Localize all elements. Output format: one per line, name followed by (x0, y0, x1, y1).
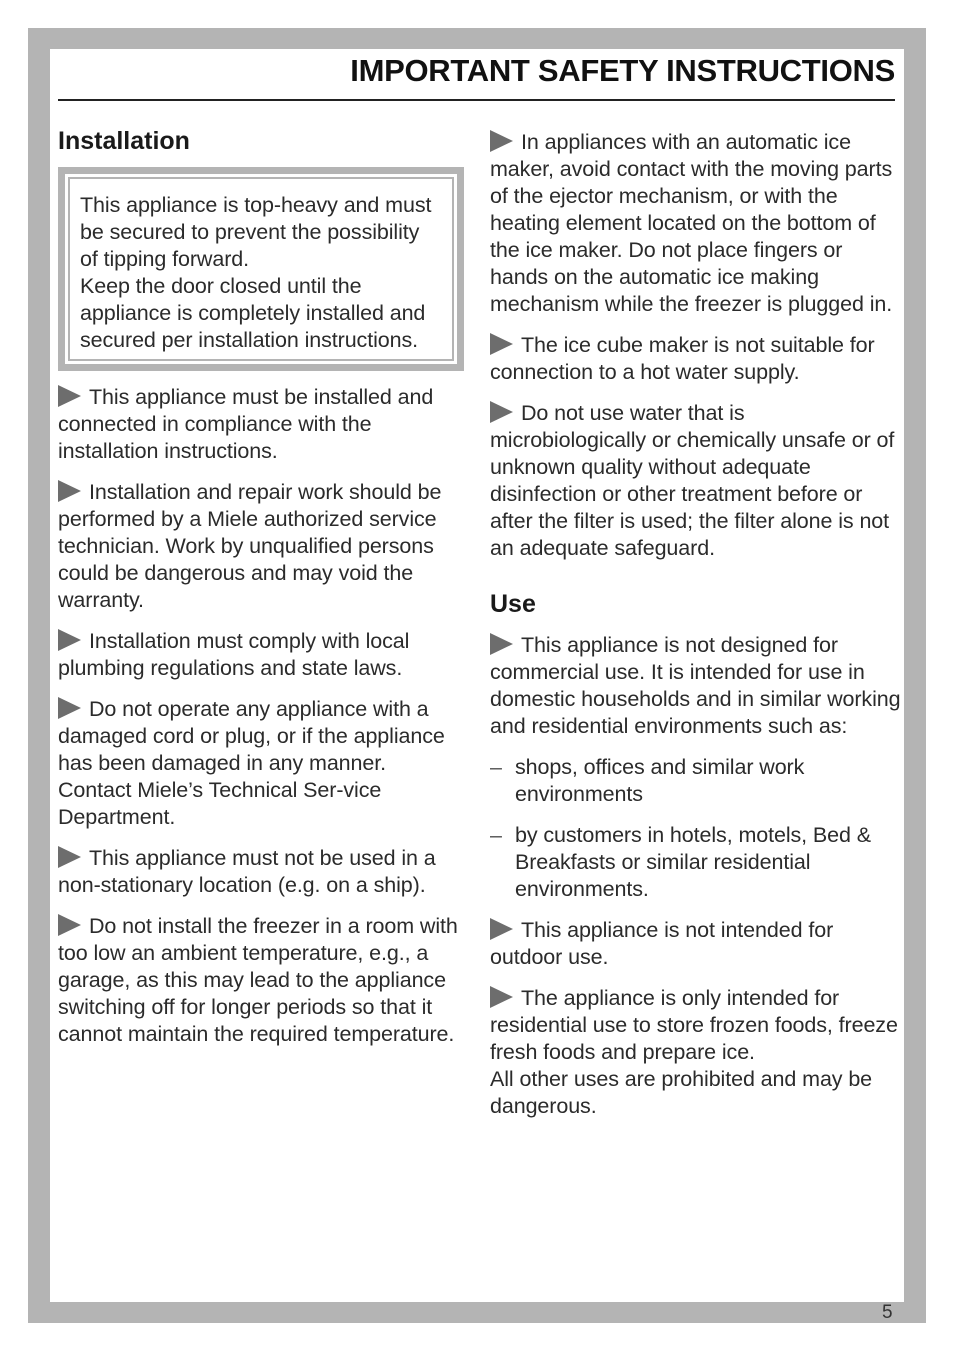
safety-item: This appliance must not be used in a non-stationary location (e.g. on a ship). (58, 846, 436, 897)
safety-item: Do not use water that is microbiologically or chemically unsafe or of unknown quality without adequate disinfection or other treatment before or after the filter is used; the filter alone is not an adequate safeguard. (490, 401, 895, 560)
warning-text: This appliance is top-heavy and must be secured to prevent the possibility of tipping forward. (80, 193, 432, 271)
closing-text: All other uses are prohibited and may be dangerous. (490, 1067, 873, 1118)
right-column (490, 129, 902, 1120)
left-column (58, 125, 463, 1048)
installation-items (58, 384, 463, 1048)
safety-item: This appliance is not intended for outdoor use. (490, 918, 834, 969)
safety-item: Do not operate any appliance with a damaged cord or plug, or if the appliance has been damaged in any manner. Contact Miele’s Technical Ser-vice Department. (58, 697, 445, 829)
list-item: – shops, offices and similar work environments (490, 755, 805, 806)
triangle-arrow-icon (58, 385, 81, 407)
dash-bullet: – (490, 823, 502, 847)
safety-item: This appliance must be installed and connected in compliance with the installation instructions. (58, 385, 434, 463)
page-number: 5 (882, 1302, 893, 1323)
triangle-arrow-icon (490, 986, 513, 1008)
triangle-arrow-icon (58, 846, 81, 868)
triangle-arrow-icon (58, 697, 81, 719)
triangle-arrow-icon (58, 629, 81, 651)
triangle-arrow-icon (490, 633, 513, 655)
safety-item: This appliance is not designed for commercial use. It is intended for use in domestic households and in similar working and residential environments such as: (490, 633, 901, 738)
safety-item: The appliance is only intended for residential use to store frozen foods, freeze fresh foods and prepare ice. (490, 986, 898, 1064)
warning-box (58, 167, 464, 371)
dash-bullet: – (490, 755, 502, 779)
page-header (58, 52, 895, 101)
warning-text: Keep the door closed until the appliance is completely installed and secured per installation instructions. (80, 274, 426, 352)
safety-item: The ice cube maker is not suitable for connection to a hot water supply. (490, 333, 875, 384)
triangle-arrow-icon (58, 480, 81, 502)
safety-item: Do not install the freezer in a room with too low an ambient temperature, e.g., a garage, as this may lead to the appliance switching off for longer periods so that it cannot maintain the required temperature. (58, 914, 458, 1046)
safety-item: Installation and repair work should be performed by a Miele authorized service technician. Work by unqualified persons could be dangerous and may void the warranty. (58, 480, 442, 612)
triangle-arrow-icon (58, 914, 81, 936)
section-heading-installation: Installation (58, 127, 190, 155)
page-title: IMPORTANT SAFETY INSTRUCTIONS (350, 53, 895, 88)
installation-items-continued (490, 129, 902, 562)
safety-item: Installation must comply with local plumbing regulations and state laws. (58, 629, 410, 680)
triangle-arrow-icon (490, 333, 513, 355)
section-heading-use: Use (490, 590, 536, 618)
triangle-arrow-icon (490, 918, 513, 940)
triangle-arrow-icon (490, 130, 513, 152)
triangle-arrow-icon (490, 401, 513, 423)
safety-item: In appliances with an automatic ice maker, avoid contact with the moving parts of the ejector mechanism, or with the heating element located on the bottom of the ice maker. Do not place fingers or hands on the automatic ice making mechanism while the freezer is plugged in. (490, 130, 893, 316)
list-item: – by customers in hotels, motels, Bed & Breakfasts or similar residential environments. (490, 823, 871, 901)
